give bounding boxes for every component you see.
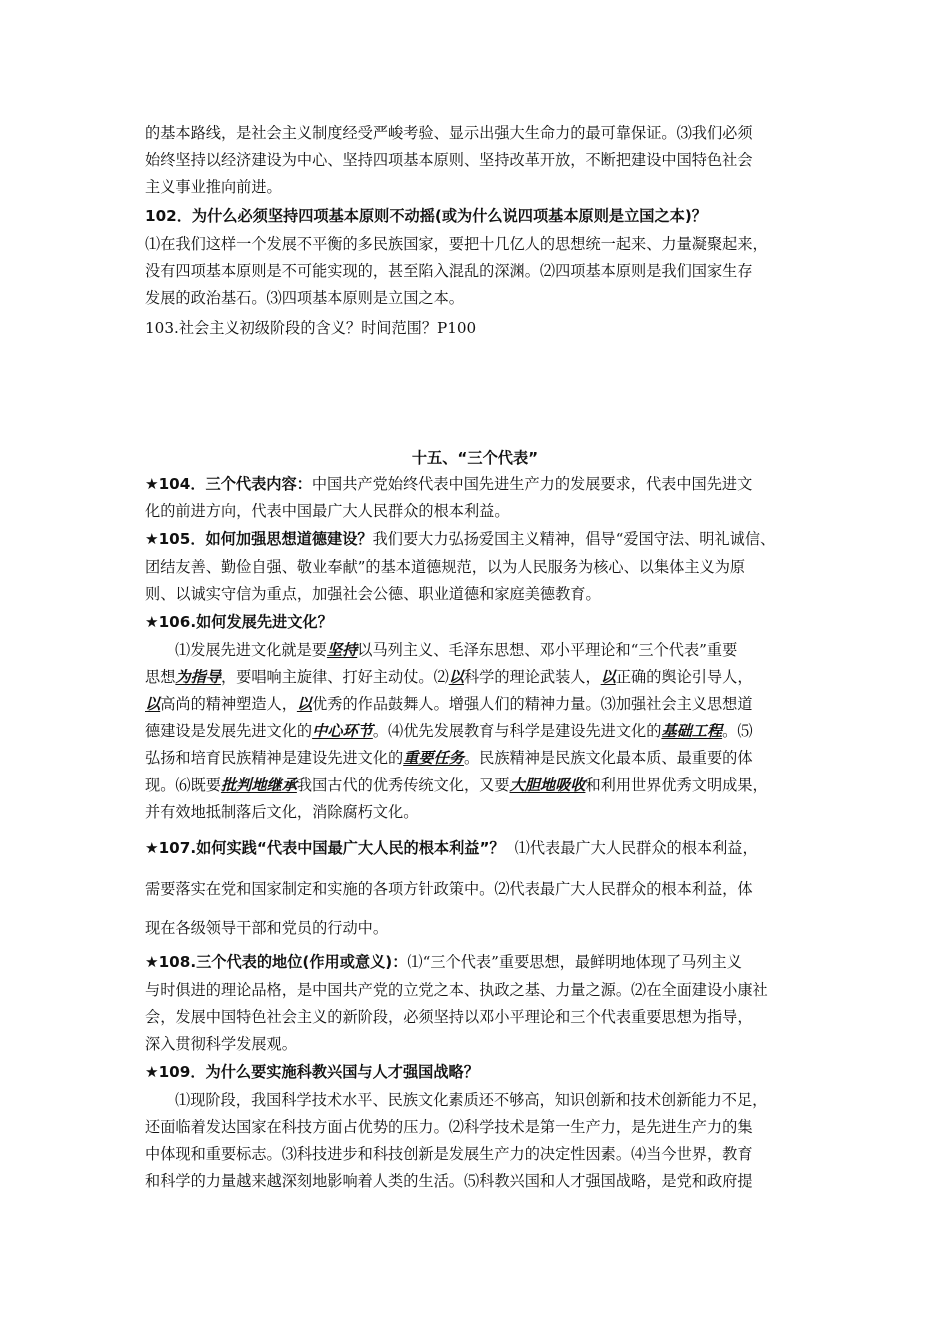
paragraph-line: 还面临着发达国家在科技方面占优势的压力。⑵科学技术是第一生产力，是先进生产力的集	[145, 1118, 753, 1136]
paragraph-line: 发展的政治基石。⑶四项基本原则是立国之本。	[145, 289, 464, 307]
paragraph-line	[145, 694, 753, 714]
answer-text: 我们要大力弘扬爱国主义精神，倡导“爱国守法、明礼诚信、	[372, 530, 776, 548]
text: 。⑸	[722, 722, 753, 740]
paragraph-line: 需要落实在党和国家制定和实施的各项方针政策中。⑵代表最广大人民群众的根本利益，体	[145, 880, 753, 898]
paragraph-line: 团结友善、勤俭自强、敬业奉献”的基本道德规范，以为人民服务为核心、以集体主义为原	[145, 558, 746, 576]
section-title: 十五、“三个代表”	[411, 449, 539, 467]
question-heading-108: ★108.三个代表的地位(作用或意义)：	[145, 953, 408, 971]
emphasis: 以	[600, 668, 616, 686]
emphasis: 大胆地吸收	[509, 776, 586, 794]
paragraph-line: 和科学的力量越来越深刻地影响着人类的生活。⑸科教兴国和人才强国战略，是党和政府提	[145, 1172, 753, 1190]
paragraph-line	[175, 640, 737, 660]
question-heading-104: ★104．三个代表内容：	[145, 475, 312, 493]
paragraph-line: ⑴在我们这样一个发展不平衡的多民族国家，要把十几亿人的思想统一起来、力量凝聚起来，	[145, 235, 768, 253]
emphasis: 中心环节	[312, 722, 373, 740]
answer-text: 中国共产党始终代表中国先进生产力的发展要求，代表中国先进文	[311, 475, 753, 493]
emphasis: 基础工程	[661, 722, 723, 740]
paragraph-line: 始终坚持以经济建设为中心、坚持四项基本原则、坚持改革开放，不断把建设中国特色社会	[145, 151, 753, 169]
text: 思想	[145, 668, 176, 686]
emphasis: 为指导	[175, 668, 221, 686]
question-103: 103.社会主义初级阶段的含义？时间范围？P100	[145, 319, 477, 337]
text: 优秀的作品鼓舞人。增强人们的精神力量。⑶加强社会主义思想道	[312, 695, 753, 713]
paragraph-line: 化的前进方向，代表中国最广大人民群众的根本利益。	[145, 502, 510, 520]
emphasis: 以	[296, 695, 313, 713]
paragraph-line	[145, 667, 753, 687]
paragraph-line: 并有效地抵制落后文化，消除腐朽文化。	[145, 803, 419, 821]
question-heading-107: ★107.如何实践“代表中国最广大人民的根本利益”？	[145, 839, 505, 857]
emphasis: 以	[145, 695, 161, 713]
question-104	[145, 474, 752, 494]
text: 正确的舆论引导人，	[615, 668, 753, 686]
text: 和利用世界优秀文明成果，	[585, 776, 768, 794]
paragraph-line: 与时俱进的理论品格，是中国共产党的立党之本、执政之基、力量之源。⑵在全面建设小康社	[145, 981, 768, 999]
question-heading-102: 102．为什么必须坚持四项基本原则不动摇(或为什么说四项基本原则是立国之本)？	[145, 207, 707, 225]
text: ⑴发展先进文化就是要	[175, 641, 327, 659]
question-heading-109: ★109．为什么要实施科教兴国与人才强国战略？	[145, 1063, 479, 1081]
text: 我国古代的优秀传统文化，又要	[296, 776, 510, 794]
question-105	[145, 529, 775, 549]
text: 高尚的精神塑造人，	[160, 695, 297, 713]
text: 。⑷优先发展教育与科学是建设先进文化的	[372, 722, 662, 740]
answer-text: ⑴代表最广大人民群众的根本利益，	[514, 839, 758, 857]
text: 德建设是发展先进文化的	[145, 722, 313, 740]
text: ，要唱响主旋律、打好主动仗。⑵	[220, 668, 449, 686]
emphasis: 批判地继承	[220, 776, 297, 794]
paragraph-line: ⑴现阶段，我国科学技术水平、民族文化素质还不够高，知识创新和技术创新能力不足，	[175, 1091, 768, 1109]
paragraph-line: 没有四项基本原则是不可能实现的，甚至陷入混乱的深渊。⑵四项基本原则是我们国家生存	[145, 262, 753, 280]
paragraph-line	[145, 721, 753, 741]
paragraph-line: 深入贯彻科学发展观。	[145, 1035, 297, 1053]
emphasis: 以	[448, 668, 464, 686]
paragraph-line: 则、以诚实守信为重点，加强社会公德、职业道德和家庭美德教育。	[145, 585, 601, 603]
question-heading-105: ★105．如何加强思想道德建设？	[145, 530, 373, 548]
paragraph-line: 中体现和重要标志。⑶科技进步和科技创新是发展生产力的决定性因素。⑷当今世界，教育	[145, 1145, 753, 1163]
text: 科学的理论武装人，	[463, 668, 601, 686]
answer-text: ⑴“三个代表”重要思想，最鲜明地体现了马列主义	[407, 953, 742, 971]
emphasis: 重要任务	[403, 749, 464, 767]
question-108	[145, 952, 742, 972]
question-heading-106: ★106.如何发展先进文化？	[145, 613, 333, 631]
text: 。民族精神是民族文化最本质、最重要的体	[463, 749, 753, 767]
paragraph-line: 会，发展中国特色社会主义的新阶段，必须坚持以邓小平理论和三个代表重要思想为指导，	[145, 1008, 753, 1026]
question-107	[145, 838, 758, 858]
text: 以马列主义、毛泽东思想、邓小平理论和“三个代表”重要	[357, 641, 738, 659]
paragraph-line: 现在各级领导干部和党员的行动中。	[145, 919, 388, 937]
text: 弘扬和培育民族精神是建设先进文化的	[145, 749, 404, 767]
text: 现。⑹既要	[145, 776, 221, 794]
emphasis: 坚持	[326, 641, 358, 659]
paragraph-line	[145, 775, 768, 795]
paragraph-line: 的基本路线，是社会主义制度经受严峻考验、显示出强大生命力的最可靠保证。⑶我们必须	[145, 124, 753, 142]
paragraph-line	[145, 748, 753, 768]
paragraph-line: 主义事业推向前进。	[145, 178, 282, 196]
